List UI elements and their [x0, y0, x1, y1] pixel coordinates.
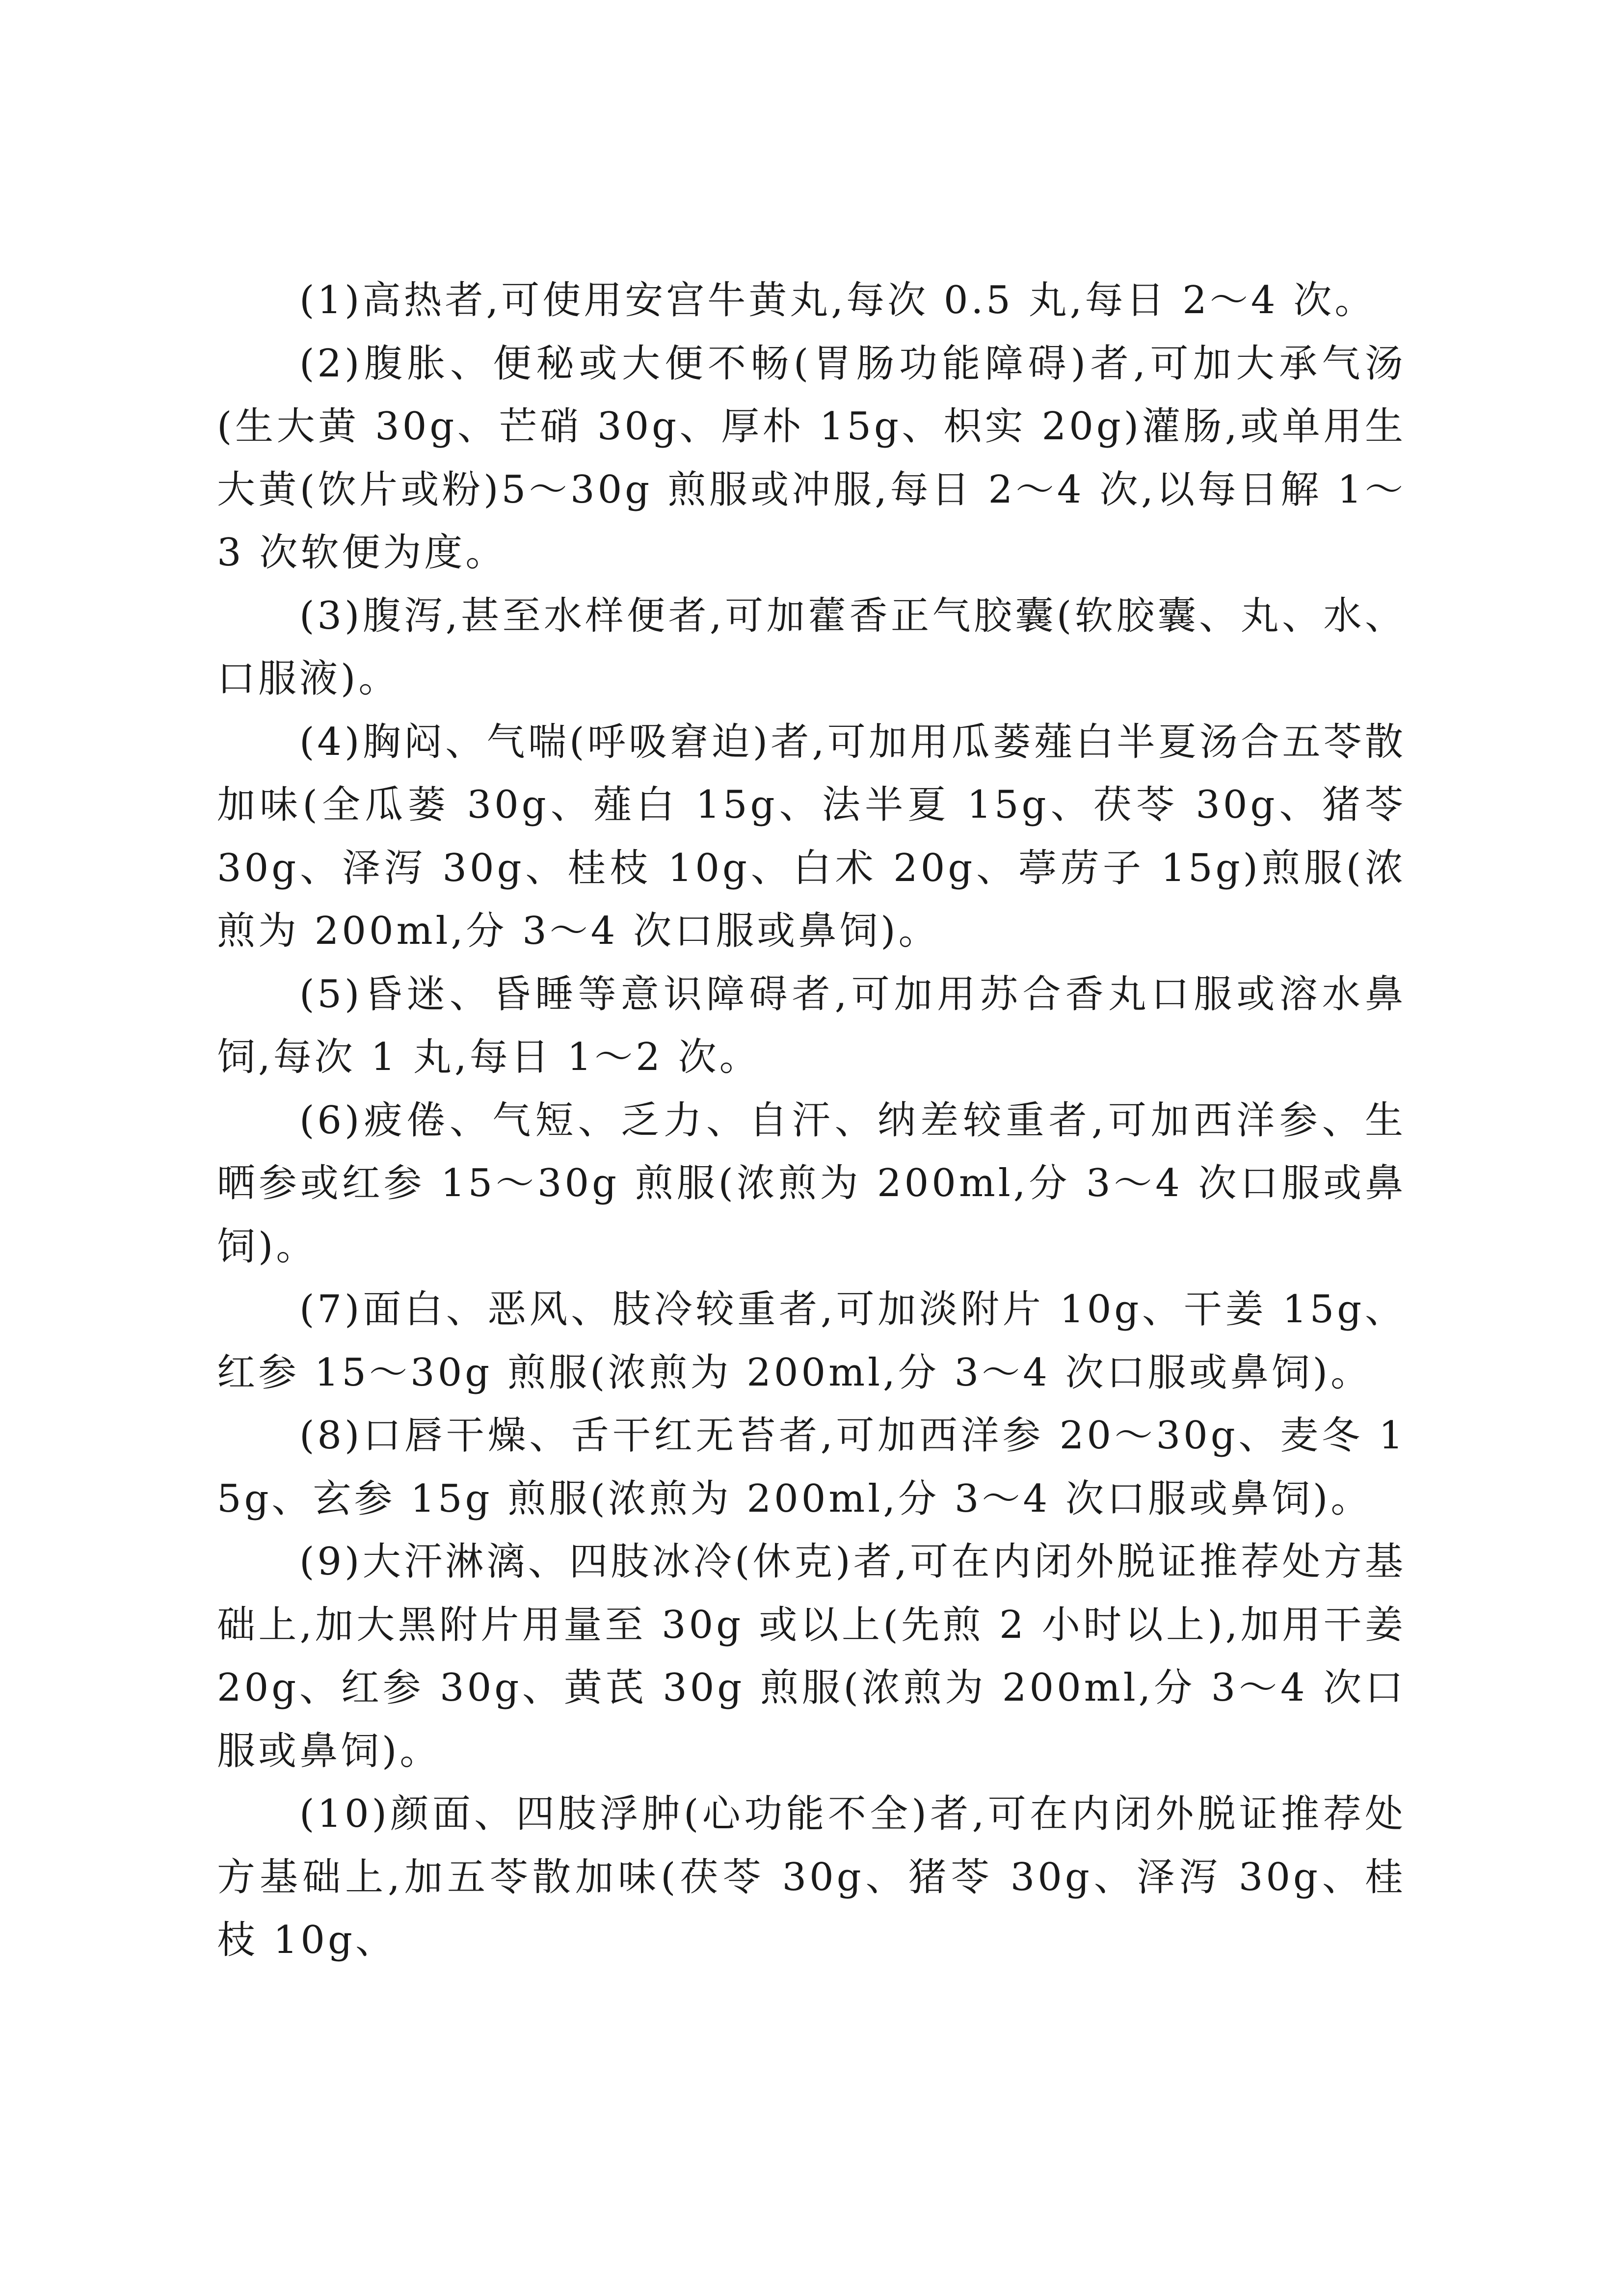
paragraph-item-10: (10)颜面、四肢浮肿(心功能不全)者,可在内闭外脱证推荐处方基础上,加五苓散加味(茯苓 30g、猪苓 30g、泽泻 30g、桂枝 10g、	[217, 1792, 1406, 1962]
paragraph-item-2: (2)腹胀、便秘或大便不畅(胃肠功能障碍)者,可加大承气汤(生大黄 30g、芒硝 30g、厚朴 15g、枳实 20g)灌肠,或单用生大黄(饮片或粉)5～30g 煎服或冲服,每日 2～4 次,以每日解 1～3 次软便为度。	[217, 341, 1406, 575]
paragraph-item-9: (9)大汗淋漓、四肢冰冷(休克)者,可在内闭外脱证推荐处方基础上,加大黑附片用量至 30g 或以上(先煎 2 小时以上),加用干姜 20g、红参 30g、黄芪 30g 煎服(浓煎为 200ml,分 3～4 次口服或鼻饲)。	[217, 1540, 1406, 1773]
paragraph-item-3: (3)腹泻,甚至水样便者,可加藿香正气胶囊(软胶囊、丸、水、口服液)。	[217, 593, 1406, 701]
paragraph-item-4: (4)胸闷、气喘(呼吸窘迫)者,可加用瓜蒌薤白半夏汤合五苓散加味(全瓜蒌 30g、薤白 15g、法半夏 15g、茯苓 30g、猪苓 30g、泽泻 30g、桂枝 10g、白术 20g、葶苈子 15g)煎服(浓煎为 200ml,分 3～4 次口服或鼻饲)。	[217, 720, 1406, 953]
document-body	[217, 269, 1406, 1972]
paragraph-item-5: (5)昏迷、昏睡等意识障碍者,可加用苏合香丸口服或溶水鼻饲,每次 1 丸,每日 1～2 次。	[217, 972, 1406, 1079]
paragraph-item-6: (6)疲倦、气短、乏力、自汗、纳差较重者,可加西洋参、生晒参或红参 15～30g 煎服(浓煎为 200ml,分 3～4 次口服或鼻饲)。	[217, 1098, 1406, 1269]
paragraph-item-7: (7)面白、恶风、肢冷较重者,可加淡附片 10g、干姜 15g、红参 15～30g 煎服(浓煎为 200ml,分 3～4 次口服或鼻饲)。	[217, 1287, 1406, 1395]
paragraph-item-1: (1)高热者,可使用安宫牛黄丸,每次 0.5 丸,每日 2～4 次。	[299, 278, 1376, 322]
paragraph-item-8: (8)口唇干燥、舌干红无苔者,可加西洋参 20～30g、麦冬 15g、玄参 15g 煎服(浓煎为 200ml,分 3～4 次口服或鼻饲)。	[217, 1414, 1406, 1521]
